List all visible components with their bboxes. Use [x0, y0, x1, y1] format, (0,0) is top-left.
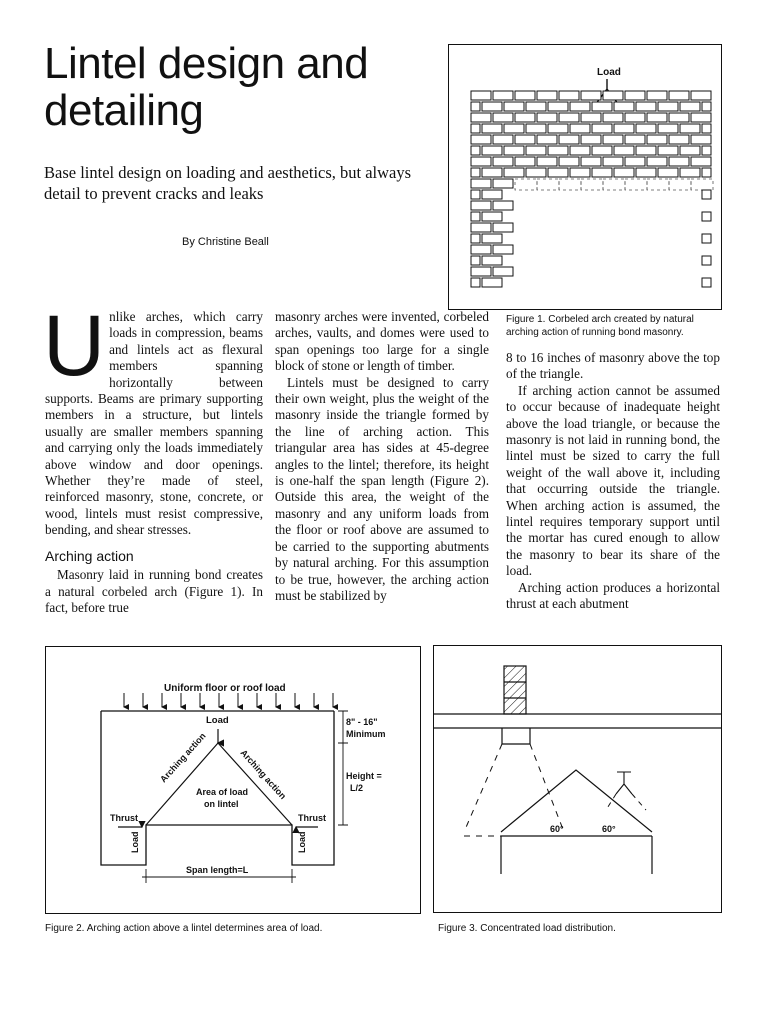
figure-3-concentrated-load	[433, 645, 722, 913]
load-left-label: Load	[130, 831, 140, 853]
brick	[471, 267, 491, 276]
arch-brick-dashed	[559, 179, 581, 190]
paragraph: Masonry laid in running bond creates a natural corbeled arch (Figure 1). In fact, before true	[45, 567, 263, 615]
brick	[504, 168, 524, 177]
brick	[592, 102, 612, 111]
brick	[625, 113, 645, 122]
brick	[559, 135, 579, 144]
brick-wall	[471, 91, 713, 287]
area-label-1: Area of load	[196, 787, 249, 797]
figure-1-drawing	[449, 45, 721, 309]
brick	[603, 135, 623, 144]
brick	[702, 102, 711, 111]
uniform-load-label: Uniform floor or roof load	[164, 683, 286, 694]
brick	[526, 124, 546, 133]
brick	[504, 102, 524, 111]
brick	[559, 113, 579, 122]
brick	[570, 102, 590, 111]
brick	[669, 135, 689, 144]
brick	[537, 135, 557, 144]
brick	[636, 168, 656, 177]
brick	[570, 124, 590, 133]
brick	[471, 190, 480, 199]
brick	[702, 278, 711, 287]
brick	[614, 146, 634, 155]
brick	[482, 278, 502, 287]
brick	[493, 201, 513, 210]
load-right-label: Load	[297, 831, 307, 853]
brick	[702, 256, 711, 265]
brick	[482, 146, 502, 155]
arching-action-left-label: Arching action	[158, 730, 208, 785]
brick	[680, 102, 700, 111]
brick	[691, 113, 711, 122]
arch-brick-dashed	[691, 179, 713, 190]
figure-2-drawing	[46, 647, 420, 913]
figure-1-caption: Figure 1. Corbeled arch created by natural arching action of running bond masonry.	[506, 314, 694, 338]
brick	[625, 135, 645, 144]
brick	[493, 135, 513, 144]
brick	[471, 201, 491, 210]
area-label-2: on lintel	[204, 799, 239, 809]
brick	[493, 223, 513, 232]
minimum-label-2: Minimum	[346, 729, 386, 739]
brick	[581, 91, 601, 100]
brick	[471, 256, 480, 265]
text-column-3	[506, 350, 720, 613]
text-column-1	[43, 298, 263, 616]
brick	[526, 168, 546, 177]
brick	[471, 146, 480, 155]
brick	[647, 113, 667, 122]
brick	[592, 124, 612, 133]
brick	[647, 91, 667, 100]
brick	[614, 124, 634, 133]
brick	[636, 102, 656, 111]
brick	[471, 234, 480, 243]
brick	[471, 124, 480, 133]
byline: By Christine Beall	[182, 236, 269, 248]
brick	[515, 157, 535, 166]
height-label-2: L/2	[350, 783, 364, 793]
section-heading: Arching action	[45, 547, 134, 564]
span-length-label: Span length=L	[186, 865, 249, 875]
brick	[592, 146, 612, 155]
brick	[548, 146, 568, 155]
brick	[570, 146, 590, 155]
brick	[702, 168, 711, 177]
angle-right-label: 60°	[602, 824, 616, 834]
brick	[493, 245, 513, 254]
brick	[471, 113, 491, 122]
arch-brick-dashed	[669, 179, 691, 190]
brick	[625, 157, 645, 166]
brick	[471, 91, 491, 100]
brick	[570, 168, 590, 177]
figure-1-load-label: Load	[597, 67, 621, 78]
paragraph: masonry arches were invented, corbeled arches, vaults, and domes were used to span openings too large for a single block of stone or length of timber.	[275, 309, 489, 374]
brick	[581, 135, 601, 144]
brick	[493, 157, 513, 166]
brick	[559, 91, 579, 100]
figure-3-caption: Figure 3. Concentrated load distribution.	[438, 923, 616, 934]
paragraph: nlike arches, which carry loads in compression, beams and lintels act as flexural members spanning horizontally between supports. Beams are primary supporting members in a structure, but lintels usually are smaller members spanning and carrying only the loads immediately above window and door openings. Whether they’re made of steel, reinforced masonry, stone, concrete, or wood, lintels must resist compressive, bending, and shear stresses.	[45, 309, 263, 538]
brick	[504, 146, 524, 155]
brick	[537, 91, 557, 100]
brick	[537, 157, 557, 166]
arch-brick-dashed	[603, 179, 625, 190]
brick	[471, 135, 491, 144]
thrust-left-label: Thrust	[110, 813, 138, 823]
brick	[548, 168, 568, 177]
paragraph: If arching action cannot be assumed to occur because of inadequate height above the load triangle, or because the masonry is not laid in running bond, the lintel must be sized to carry the full weight of the wall above it, including that occurring outside the triangle. When arching action is assumed, the lintel requires temporary support until the mortar has cured enough to allow the masonry to bear its share of the load.	[506, 382, 720, 579]
brick	[493, 267, 513, 276]
brick	[669, 91, 689, 100]
brick	[548, 124, 568, 133]
arch-brick-dashed	[625, 179, 647, 190]
brick	[680, 168, 700, 177]
brick	[471, 278, 480, 287]
brick	[702, 124, 711, 133]
brick	[658, 124, 678, 133]
figure-3-drawing	[434, 646, 721, 912]
brick	[471, 102, 480, 111]
brick	[482, 168, 502, 177]
brick	[636, 146, 656, 155]
arching-action-right-label: Arching action	[238, 747, 289, 802]
brick	[658, 168, 678, 177]
figure-1-corbeled-arch	[448, 44, 722, 310]
figure-2-caption: Figure 2. Arching action above a lintel determines area of load.	[45, 923, 323, 934]
brick	[548, 102, 568, 111]
brick	[482, 190, 502, 199]
brick	[493, 91, 513, 100]
brick	[702, 212, 711, 221]
brick	[581, 113, 601, 122]
brick	[680, 146, 700, 155]
brick	[537, 113, 557, 122]
brick	[526, 102, 546, 111]
brick	[471, 245, 491, 254]
brick	[702, 146, 711, 155]
brick	[471, 212, 480, 221]
arch-brick-dashed	[581, 179, 603, 190]
text-column-2	[275, 309, 489, 604]
minimum-label-1: 8" - 16"	[346, 717, 378, 727]
brick	[636, 124, 656, 133]
article-title: Lintel design and detailing	[44, 39, 369, 135]
brick	[647, 157, 667, 166]
brick	[603, 91, 623, 100]
brick	[471, 157, 491, 166]
brick	[471, 223, 491, 232]
brick	[691, 157, 711, 166]
angle-left-label: 60°	[550, 824, 564, 834]
brick	[669, 113, 689, 122]
figure-2-arching-action	[45, 646, 421, 914]
brick	[658, 146, 678, 155]
drop-cap: U	[43, 298, 106, 394]
brick	[603, 157, 623, 166]
arch-brick-dashed	[647, 179, 669, 190]
brick	[493, 113, 513, 122]
brick	[669, 157, 689, 166]
arch-brick-dashed	[515, 179, 537, 190]
brick	[482, 212, 502, 221]
brick	[647, 135, 667, 144]
brick	[625, 91, 645, 100]
brick	[482, 234, 502, 243]
paragraph: Lintels must be designed to carry their own weight, plus the weight of the masonry inside the triangle formed by the line of arching action. This triangular area has sides at 45-degree angles to the lintel; therefore, its height is one-half the span length (Figure 2). Outside this area, the weight of the masonry and any uniform loads from the floor or roof above are assumed to be carried to the supporting abutments by natural arching. For this assumption to be true, however, the arching action must be stabilized by	[275, 374, 489, 603]
brick	[680, 124, 700, 133]
brick	[504, 124, 524, 133]
brick	[691, 135, 711, 144]
brick	[515, 91, 535, 100]
brick	[471, 179, 491, 188]
thrust-right-label: Thrust	[298, 813, 326, 823]
paragraph: Arching action produces a horizontal thrust at each abutment	[506, 579, 720, 612]
brick	[592, 168, 612, 177]
brick	[526, 146, 546, 155]
brick	[482, 124, 502, 133]
brick	[482, 256, 502, 265]
brick	[581, 157, 601, 166]
brick	[658, 102, 678, 111]
brick	[471, 168, 480, 177]
article-subtitle: Base lintel design on loading and aesthetics, but always detail to prevent cracks and leaks	[44, 163, 412, 203]
load-label: Load	[206, 715, 229, 726]
brick	[614, 102, 634, 111]
paragraph: 8 to 16 inches of masonry above the top of the triangle.	[506, 350, 720, 382]
brick	[515, 113, 535, 122]
brick	[691, 91, 711, 100]
brick	[702, 190, 711, 199]
brick	[559, 157, 579, 166]
brick	[603, 113, 623, 122]
height-label-1: Height =	[346, 771, 382, 781]
arch-brick-dashed	[537, 179, 559, 190]
brick	[614, 168, 634, 177]
brick	[702, 234, 711, 243]
brick	[515, 135, 535, 144]
brick	[482, 102, 502, 111]
brick	[493, 179, 513, 188]
